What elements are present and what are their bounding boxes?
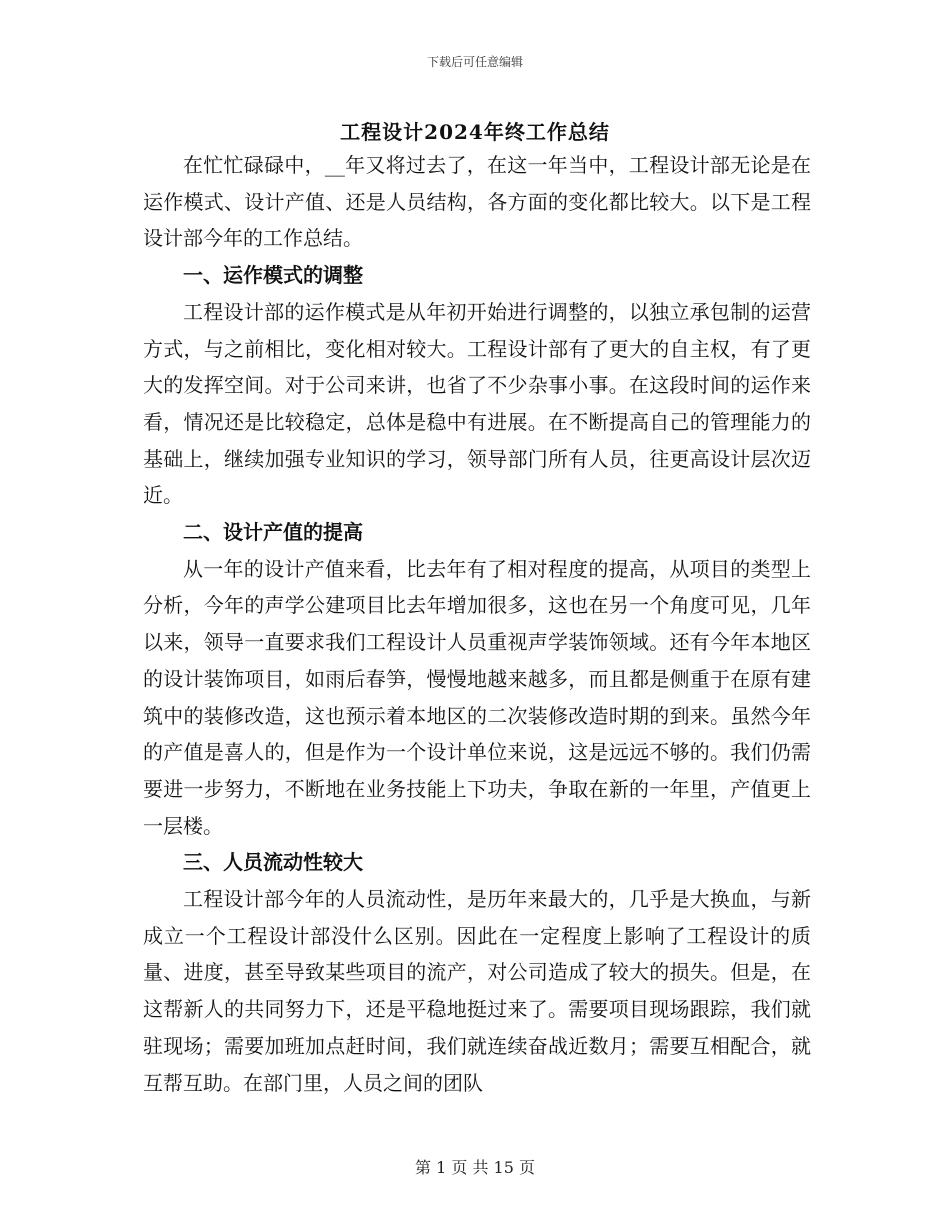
section-heading-design-output: 二、设计产值的提高: [183, 520, 363, 545]
header-note: 下载后可任意编辑: [426, 55, 523, 69]
document-title: 工程设计2024年终工作总结: [340, 120, 610, 144]
page-number-footer: 第 1 页 共 15 页: [415, 1158, 535, 1177]
section-heading-staff-turnover: 三、人员流动性较大: [183, 850, 363, 875]
section-body-operation-mode: 工程设计部的运作模式是从年初开始进行调整的，以独立承包制的运营方式，与之前相比，变化相对较大。工程设计部有了更大的自主权，有了更大的发挥空间。对于公司来讲，也省了不少杂事小事。在这段时间的运作来看，情况还是比较稳定，总体是稳中有进展。在不断提高自己的管理能力的基础上，继续加强专业知识的学习，领导部门所有人员，往更高设计层次迈近。: [143, 299, 811, 508]
intro-paragraph: 在忙忙碌碌中，__年又将过去了，在这一年当中，工程设计部无论是在运作模式、设计产值、还是人员结构，各方面的变化都比较大。以下是工程设计部今年的工作总结。: [143, 153, 811, 251]
document-body: [143, 147, 811, 1101]
section-heading-operation-mode: 一、运作模式的调整: [183, 263, 363, 288]
section-body-design-output: 从一年的设计产值来看，比去年有了相对程度的提高，从项目的类型上分析，今年的声学公建项目比去年增加很多，这也在另一个角度可见，几年以来，领导一直要求我们工程设计人员重视声学装饰领域。还有今年本地区的设计装饰项目，如雨后春笋，慢慢地越来越多，而且都是侧重于在原有建筑中的装修改造，这也预示着本地区的二次装修改造时期的到来。虽然今年的产值是喜人的，但是作为一个设计单位来说，这是远远不够的。我们仍需要进一步努力，不断地在业务技能上下功夫，争取在新的一年里，产值更上一层楼。: [143, 556, 811, 838]
section-body-staff-turnover: 工程设计部今年的人员流动性，是历年来最大的，几乎是大换血，与新成立一个工程设计部没什么区别。因此在一定程度上影响了工程设计的质量、进度，甚至导致某些项目的流产，对公司造成了较大的损失。但是，在这帮新人的共同努力下，还是平稳地挺过来了。需要项目现场跟踪，我们就驻现场；需要加班加点赶时间，我们就连续奋战近数月；需要互相配合，就互帮互助。在部门里，人员之间的团队: [143, 887, 811, 1095]
